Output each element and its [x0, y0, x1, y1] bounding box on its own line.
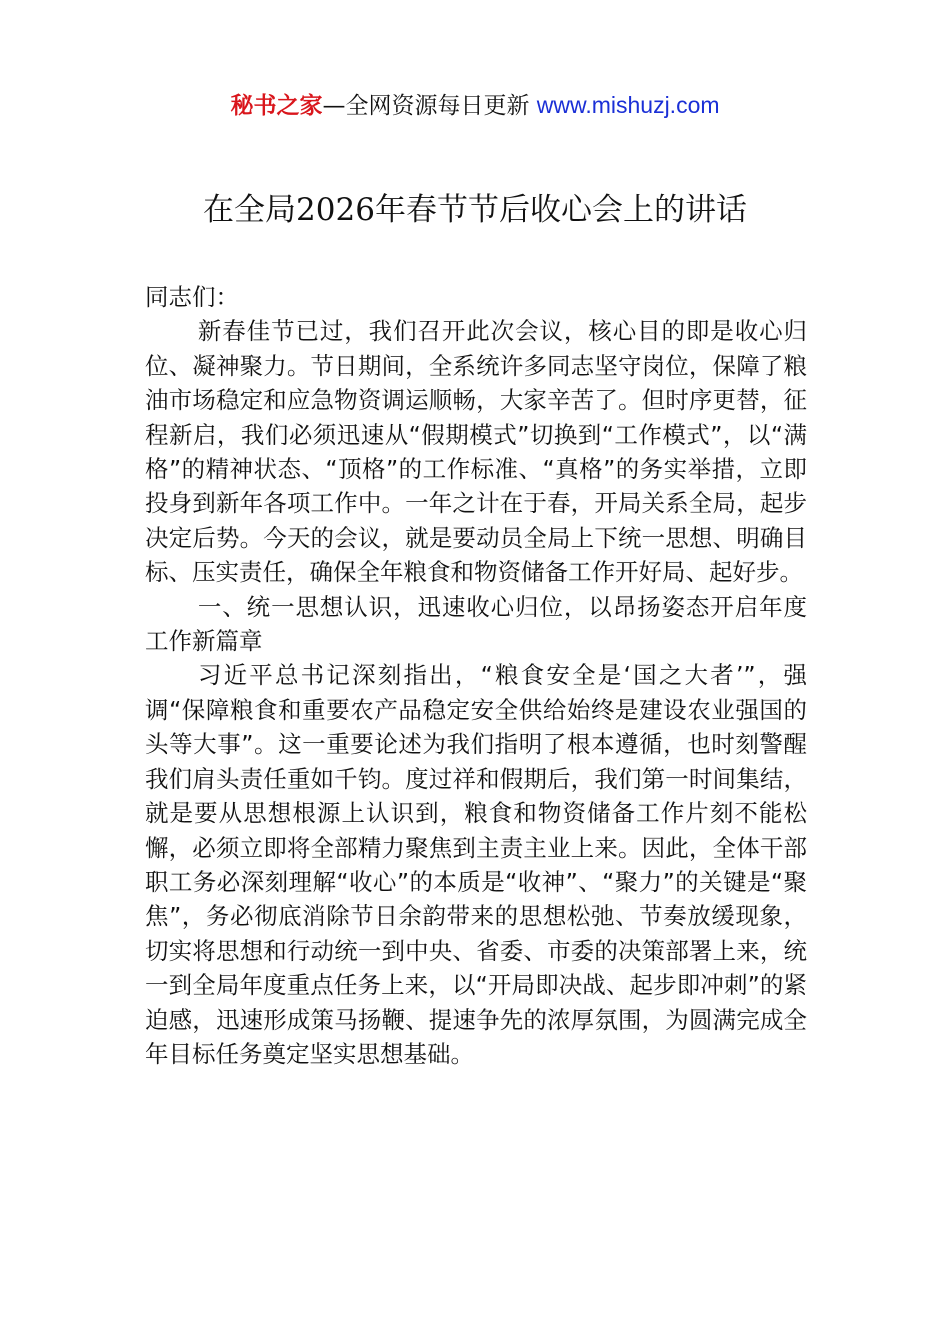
- document-title: 在全局2026年春节节后收心会上的讲话: [203, 192, 747, 228]
- paragraph-intro: 新春佳节已过，我们召开此次会议，核心目的即是收心归位、凝神聚力。节日期间，全系统许多同志坚守岗位，保障了粮油市场稳定和应急物资调运顺畅，大家辛苦了。但时序更替，征程新启，我们必须迅速从“假期模式”切换到“工作模式”，以“满格”的精神状态、“顶格”的工作标准、“真格”的务实举措，立即投身到新年各项工作中。一年之计在于春，开局关系全局，起步决定后势。今天的会议，就是要动员全局上下统一思想、明确目标、压实责任，确保全年粮食和物资储备工作开好局、起好步。: [145, 317, 807, 587]
- site-header: [0, 88, 950, 123]
- salutation: 同志们：: [145, 283, 239, 311]
- document-body: [145, 280, 807, 1071]
- section-heading-1: 一、统一思想认识，迅速收心归位，以昂扬姿态开启年度工作新篇章: [145, 592, 807, 656]
- paragraph-section-1: 习近平总书记深刻指出，“粮食安全是‘国之大者’”，强调“保障粮食和重要农产品稳定安全供给始终是建设农业强国的头等大事”。这一重要论述为我们指明了根本遵循，也时刻警醒我们肩头责任重如千钧。度过祥和假期后，我们第一时间集结，就是要从思想根源上认识到，粮食和物资储备工作片刻不能松懈，必须立即将全部精力聚焦到主责主业上来。因此，全体干部职工务必深刻理解“收心”的本质是“收神”、“聚力”的关键是“聚焦”，务必彻底消除节日余韵带来的思想松弛、节奏放缓现象，切实将思想和行动统一到中央、省委、市委的决策部署上来，统一到全局年度重点任务上来，以“开局即决战、起步即冲刺”的紧迫感，迅速形成策马扬鞭、提速争先的浓厚氛围，为圆满完成全年目标任务奠定坚实思想基础。: [145, 661, 807, 1068]
- site-url[interactable]: www.mishuzj.com: [536, 92, 720, 118]
- brand-name: 秘书之家: [230, 93, 323, 119]
- header-tagline: —全网资源每日更新: [322, 93, 537, 119]
